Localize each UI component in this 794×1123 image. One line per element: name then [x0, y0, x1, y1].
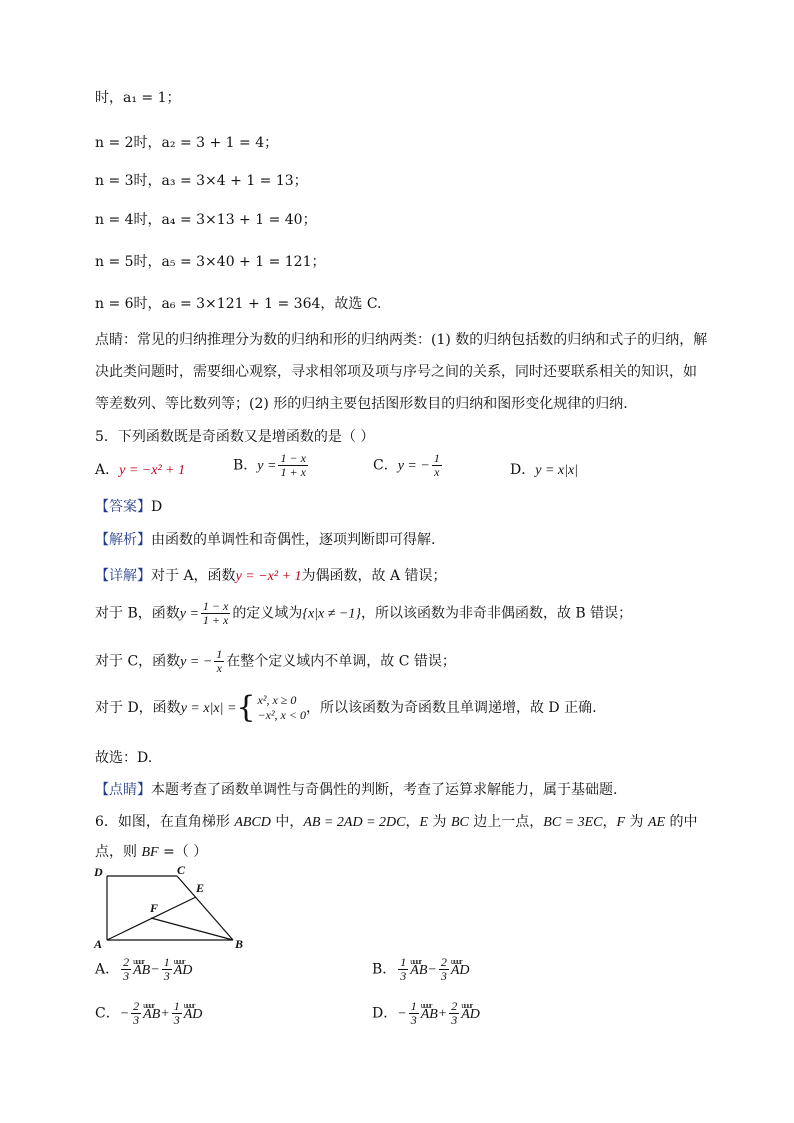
- segment-bf: [151, 918, 233, 940]
- question-5-stem: 5．下列函数既是奇函数又是增函数的是（ ）: [95, 429, 375, 445]
- question-6-option-a: A． $\frac{2}{3}$ uuur AB− $\frac{1}{3}$ uuur AD: [95, 956, 192, 983]
- remark-line: 【点睛】本题考查了函数单调性与奇偶性的判断，考查了运算求解能力，属于基础题.: [95, 782, 618, 798]
- label-d: D: [94, 865, 103, 879]
- choose-line: 故选：D.: [95, 750, 153, 766]
- detail-line-c: 对于 C，函数y = − $\frac{1}{x}$ 在整个定义域内不单调，故 C 错误；: [95, 647, 456, 675]
- remark-paragraph-line-3: 等差数列、等比数列等；(2) 形的归纳主要包括图形数目的归纳和图形变化规律的归纳.: [95, 396, 628, 412]
- trapezoid-figure: [93, 862, 263, 954]
- question-6-stem-line-1: 6．如图，在直角梯形 ABCD 中，AB = 2AD = 2DC，E 为 BC 边上一点，BC = 3EC，F 为 AE 的中: [95, 814, 698, 830]
- question-5-option-a: A．y = −x² + 1: [95, 462, 186, 478]
- question-5-option-d: D．y = x|x|: [510, 462, 579, 478]
- label-f: F: [150, 901, 159, 915]
- detail-line-a: 【详解】对于 A，函数y = −x² + 1为偶函数，故 A 错误；: [95, 568, 447, 584]
- question-5-option-b: B．y = $\frac{1 - x}{1 + x}$: [233, 451, 306, 479]
- label-e: E: [196, 881, 205, 895]
- remark-paragraph-line-1: 点睛：常见的归纳推理分为数的归纳和形的归纳两类：(1) 数的归纳包括数的归纳和式子的归纳，解: [95, 332, 708, 348]
- sequence-line-2: n = 2时，a₂ = 3 + 1 = 4；: [95, 135, 279, 151]
- label-a: A: [94, 937, 103, 951]
- question-5-option-c: C．y = − $\frac{1}{x}$: [373, 451, 440, 479]
- sequence-line-6: n = 6时，a₆ = 3×121 + 1 = 364，故选 C.: [95, 296, 382, 312]
- analysis-line: 【解析】由函数的单调性和奇偶性，逐项判断即可得解.: [95, 532, 436, 548]
- sequence-line-3: n = 3时，a₃ = 3×4 + 1 = 13；: [95, 173, 308, 189]
- label-c: C: [177, 863, 186, 877]
- edge-cb: [177, 876, 233, 940]
- remark-paragraph-line-2: 决此类问题时，需要细心观察，寻求相邻项及项与序号之间的关系，同时还要联系相关的知识，如: [95, 364, 697, 380]
- sequence-line-4: n = 4时，a₄ = 3×13 + 1 = 40；: [95, 212, 317, 228]
- label-b: B: [235, 937, 244, 951]
- question-6-stem-line-2: 点，则 BF =（ ）: [95, 844, 208, 860]
- answer-line: 【答案】D: [95, 499, 163, 515]
- detail-line-b: 对于 B，函数y = $\frac{1 - x}{1 + x}$ 的定义域为{x|x ≠ −1}，所以该函数为非奇非偶函数，故 B 错误；: [95, 599, 633, 627]
- detail-line-d: 对于 D，函数y = x|x| ={ x², x ≥ 0 −x², x < 0 ，所以该函数为奇函数且单调递增，故 D 正确.: [95, 690, 597, 725]
- sequence-line-5: n = 5时，a₅ = 3×40 + 1 = 121；: [95, 254, 326, 270]
- question-6-option-d: D．− $\frac{1}{3}$ uuur AB+ $\frac{2}{3}$ uuur AD: [372, 1000, 480, 1027]
- question-6-option-b: B． $\frac{1}{3}$ uuur AB− $\frac{2}{3}$ uuur AD: [372, 956, 470, 983]
- sequence-line-1: 时，a₁ = 1；: [95, 90, 181, 106]
- question-6-option-c: C．− $\frac{2}{3}$ uuur AB+ $\frac{1}{3}$ uuur AD: [95, 1000, 202, 1027]
